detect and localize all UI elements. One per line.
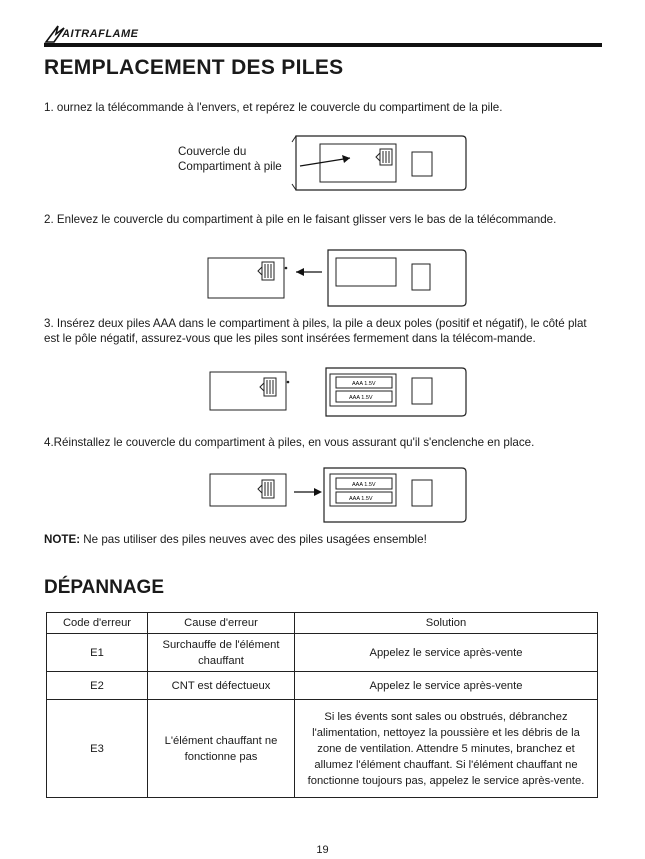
note-label: NOTE: <box>44 533 81 546</box>
cover-label-line2: Compartiment à pile <box>178 160 282 173</box>
page-number: 19 <box>316 844 329 856</box>
error-cause: Surchauffe de l'élément chauffant <box>148 634 295 672</box>
header-cause: Cause d'erreur <box>148 613 295 634</box>
remote-diagram-1 <box>290 132 480 194</box>
header-solution: Solution <box>295 613 598 634</box>
table-header-row <box>47 613 598 634</box>
remote-diagram-4 <box>206 464 470 524</box>
error-solution: Appelez le service après-vente <box>295 634 598 672</box>
brand-logo <box>44 22 164 44</box>
note <box>44 533 427 546</box>
error-code: E3 <box>47 700 148 798</box>
error-cause: L'élément chauffant ne fonctionne pas <box>148 700 295 798</box>
table-row <box>47 700 598 798</box>
battery-1-label: AAA 1.5V <box>352 482 376 488</box>
header-code: Code d'erreur <box>47 613 148 634</box>
error-cause: CNT est défectueux <box>148 672 295 700</box>
page-title: REMPLACEMENT DES PILES <box>44 56 344 79</box>
error-code: E2 <box>47 672 148 700</box>
step-4-text: 4.Réinstallez le couvercle du compartiment à piles, en vous assurant qu'il s'enclenche en place. <box>44 436 535 449</box>
battery-2-label: AAA 1.5V <box>349 496 373 502</box>
error-solution: Si les évents sont sales ou obstrués, débranchez l'alimentation, nettoyez la poussière et les débris de la zone de ventilation. Attendre 5 minutes, branchez et allumez l'élément chauffant. Si l'élément chauffant ne fonctionne toujours pas, appelez le service après-vente. <box>295 700 598 798</box>
cover-label <box>178 144 282 174</box>
troubleshooting-title: DÉPANNAGE <box>44 577 164 598</box>
header-rule <box>44 43 602 47</box>
battery-2-label: AAA 1.5V <box>349 395 373 401</box>
error-code: E1 <box>47 634 148 672</box>
remote-diagram-2 <box>206 246 470 310</box>
table-row <box>47 634 598 672</box>
step-3-text: 3. Insérez deux piles AAA dans le compartiment à piles, la pile a deux poles (positif et négatif), le côté plat est le pôle négatif, assurez-vous que les piles sont insérées fermement dans la télécom-mande. <box>44 317 587 345</box>
note-text: Ne pas utiliser des piles neuves avec des piles usagées ensemble! <box>80 533 427 546</box>
table-row <box>47 672 598 700</box>
error-table <box>46 612 598 798</box>
logo-text: AITRAFLAME <box>62 28 139 40</box>
step-2-text: 2. Enlevez le couvercle du compartiment à pile en le faisant glisser vers le bas de la télécommande. <box>44 213 557 226</box>
step-1-text: 1. ournez la télécommande à l'envers, et repérez le couvercle du compartiment de la pile. <box>44 101 503 114</box>
battery-1-label: AAA 1.5V <box>352 381 376 387</box>
cover-label-line1: Couvercle du <box>178 145 247 158</box>
remote-diagram-3 <box>206 364 470 420</box>
error-solution: Appelez le service après-vente <box>295 672 598 700</box>
